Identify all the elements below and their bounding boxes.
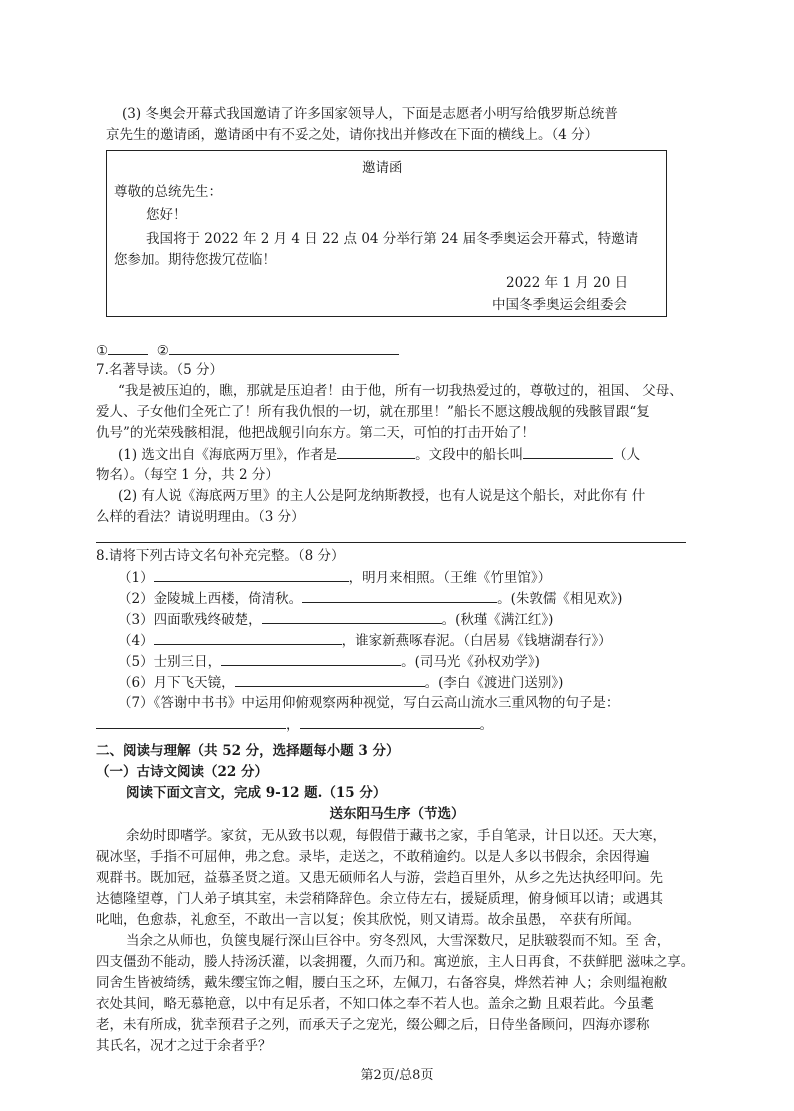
q8-blank-4[interactable] <box>154 630 342 645</box>
q8-item-7-answer <box>96 714 493 735</box>
q7-excerpt-line2: 爱人、子女他们全死亡了！所有我仇恨的一切，就在那里！”船长不愿这艘战舰的残骸冒跟“复 <box>96 404 650 420</box>
q8-item-5 <box>118 651 540 672</box>
q7-sub1-line1 <box>118 444 640 465</box>
q8-item-post: 。(秋瑾《满江红》) <box>441 612 554 628</box>
letter-body-line1: 我国将于 2022 年 2 月 4 日 22 点 04 分举行第 24 届冬季奥运会开幕式，特邀请 <box>146 231 639 247</box>
q8-blank-7b[interactable] <box>300 714 480 729</box>
letter-salutation: 尊敬的总统先生： <box>114 184 222 200</box>
q7-excerpt-line3: 仇号”的光荣残骸相混，他把战舰引向东方。第二天，可怕的打击开始了！ <box>96 425 535 441</box>
q8-item-6 <box>118 672 563 693</box>
q8-item-num: （1） <box>118 570 154 586</box>
q7-sub2-line2: 么样的看法？请说明理由。（3 分） <box>96 509 305 525</box>
captain-blank[interactable] <box>523 444 613 459</box>
q8-blank-3[interactable] <box>262 609 442 624</box>
q7-sub1-text-a: (1) 选文出自《海底两万里》，作者是 <box>118 447 338 463</box>
answer-mark-2: ② <box>156 343 169 359</box>
q8-heading: 8.请将下列古诗文名句补充完整。（8 分） <box>96 548 345 564</box>
q8-item-num: （6） <box>118 675 154 691</box>
letter-signer: 中国冬季奥运会组委会 <box>492 297 627 313</box>
q8-item-1 <box>118 567 551 588</box>
q7-sub1-text-c: （人 <box>613 447 641 463</box>
q8-item-post: 。(李白《渡进门送别》) <box>424 675 564 691</box>
letter-greeting: 您好！ <box>146 207 187 223</box>
author-blank[interactable] <box>337 444 415 459</box>
reading-instruction: 阅读下面文言文，完成 9-12 题.（15 分） <box>126 785 387 801</box>
q8-item-pre: 士别三日， <box>153 654 222 670</box>
q8-item-pre: 金陵城上西楼，倚清秋。 <box>153 591 303 607</box>
section2-subheading: （一）古诗文阅读（22 分） <box>96 764 268 780</box>
answer-mark-1: ① <box>96 343 109 359</box>
q8-blank-7a[interactable] <box>96 714 286 729</box>
letter-body-line2: 您参加。期待您拨冗莅临！ <box>114 252 276 268</box>
q7-sub1-text-b: 。文段中的船长叫 <box>415 447 524 463</box>
q8-item-post: 。(朱敦儒《相见欢》) <box>497 591 623 607</box>
section2-heading: 二、阅读与理解（共 52 分，选择题每小题 3 分） <box>96 743 400 759</box>
answer-blank-2[interactable] <box>169 340 399 355</box>
answer-blank-1[interactable] <box>108 340 148 355</box>
q8-blank-1[interactable] <box>154 567 349 582</box>
q3-line2: 京先生的邀请函，邀请函中有不妥之处，请你找出并修改在下面的横线上。（4 分） <box>106 127 599 143</box>
letter-title: 邀请函 <box>362 160 403 176</box>
q7-sub2-line1: (2) 有人说《海底两万里》的主人公是阿龙纳斯教授，也有人说是这个船长，对此你有 什 <box>118 488 646 504</box>
q8-item-post: ，明月来相照。（王维《竹里馆》） <box>348 570 552 586</box>
passage-title: 送东阳马生序（节选） <box>329 806 465 822</box>
q7-heading: 7.名著导读。（5 分） <box>96 362 224 378</box>
q8-blank-5[interactable] <box>221 651 401 666</box>
q8-item-num: （5） <box>118 654 154 670</box>
q7-answer-line[interactable] <box>96 542 686 543</box>
q8-item-num: （4） <box>118 633 154 649</box>
q7-sub1-line2: 物名）。（每空 1 分，共 2 分） <box>96 467 279 483</box>
passage-p1-line5: 叱咄，色愈恭，礼愈至，不敢出一言以复；俟其欣悦，则又请焉。故余虽愚， 卒获有所闻。 <box>96 912 641 928</box>
q8-item-post: 。(司马光《孙权劝学》) <box>401 654 540 670</box>
q8-item-post: ，谁家新燕啄春泥。（白居易《钱塘湖春行》） <box>341 633 612 649</box>
passage-p1-line1: 余幼时即嗜学。家贫，无从致书以观，每假借于藏书之家，手自笔录，计日以还。天大寒， <box>126 828 666 844</box>
q8-item-pre: 月下飞天镜， <box>153 675 235 691</box>
passage-p2-line6: 其氏名，况才之过于余者乎？ <box>96 1038 272 1054</box>
q8-blank-6[interactable] <box>235 672 425 687</box>
passage-p2-line5: 老，未有所成，犹幸预君子之列，而承天子之宠光，缀公卿之后，日侍坐备顾问，四海亦谬称 <box>96 1017 650 1033</box>
q8-item-num: （2） <box>118 591 154 607</box>
q7-excerpt-line1: “我是被压迫的，瞧，那就是压迫者！由于他，所有一切我热爱过的，尊敬过的，祖国、 父母、 <box>118 383 683 399</box>
q8-item7-sep: ， <box>286 717 300 733</box>
q8-item-3 <box>118 609 553 630</box>
q8-item-num: （3） <box>118 612 154 628</box>
passage-p2-line2: 四支僵劲不能动，媵人持汤沃灌，以衾拥覆，久而乃和。寓逆旅，主人日再食，不获鲜肥 滋味之享。 <box>96 954 695 970</box>
page-number: 第2页/总8页 <box>360 1068 434 1083</box>
passage-p2-line4: 衣处其间，略无慕艳意，以中有足乐者，不知口体之奉不若人也。盖余之勤 且艰若此。今虽耄 <box>96 996 654 1012</box>
q3-line1: (3) 冬奥会开幕式我国邀请了许多国家领导人，下面是志愿者小明写给俄罗斯总统普 <box>122 106 618 122</box>
letter-date: 2022 年 1 月 20 日 <box>506 275 629 291</box>
passage-p1-line2: 砚冰坚，手指不可屈伸，弗之怠。录毕，走送之，不敢稍逾约。以是人多以书假余，余因得遍 <box>96 849 650 865</box>
q8-item-4 <box>118 630 612 651</box>
q8-blank-2[interactable] <box>302 588 497 603</box>
passage-p1-line3: 观群书。既加冠，益慕圣贤之道。又患无硕师名人与游，尝趋百里外，从乡之先达执经叩问。先 <box>96 870 663 886</box>
passage-p2-line1: 当余之从师也，负箧曳屣行深山巨谷中。穷冬烈风，大雪深数尺，足肤皲裂而不知。至 舍， <box>126 933 671 949</box>
passage-p2-line3: 同舍生皆被绮绣，戴朱缨宝饰之帽，腰白玉之环，左佩刀，右备容臭，烨然若神 人；余则缊袍敝 <box>96 975 668 991</box>
q3-answer-line <box>96 340 399 361</box>
q8-item-pre: 四面歌残终破楚， <box>153 612 262 628</box>
q8-item-2 <box>118 588 622 609</box>
q8-item7-end: 。 <box>479 717 493 733</box>
passage-p1-line4: 达德隆望尊，门人弟子填其室，未尝稍降辞色。余立侍左右，援疑质理，俯身倾耳以请；或遇其 <box>96 891 663 907</box>
q8-item-7: （7）《答谢中书书》中运用仰俯观察两种视觉，写白云高山流水三重风物的句子是： <box>118 695 620 711</box>
